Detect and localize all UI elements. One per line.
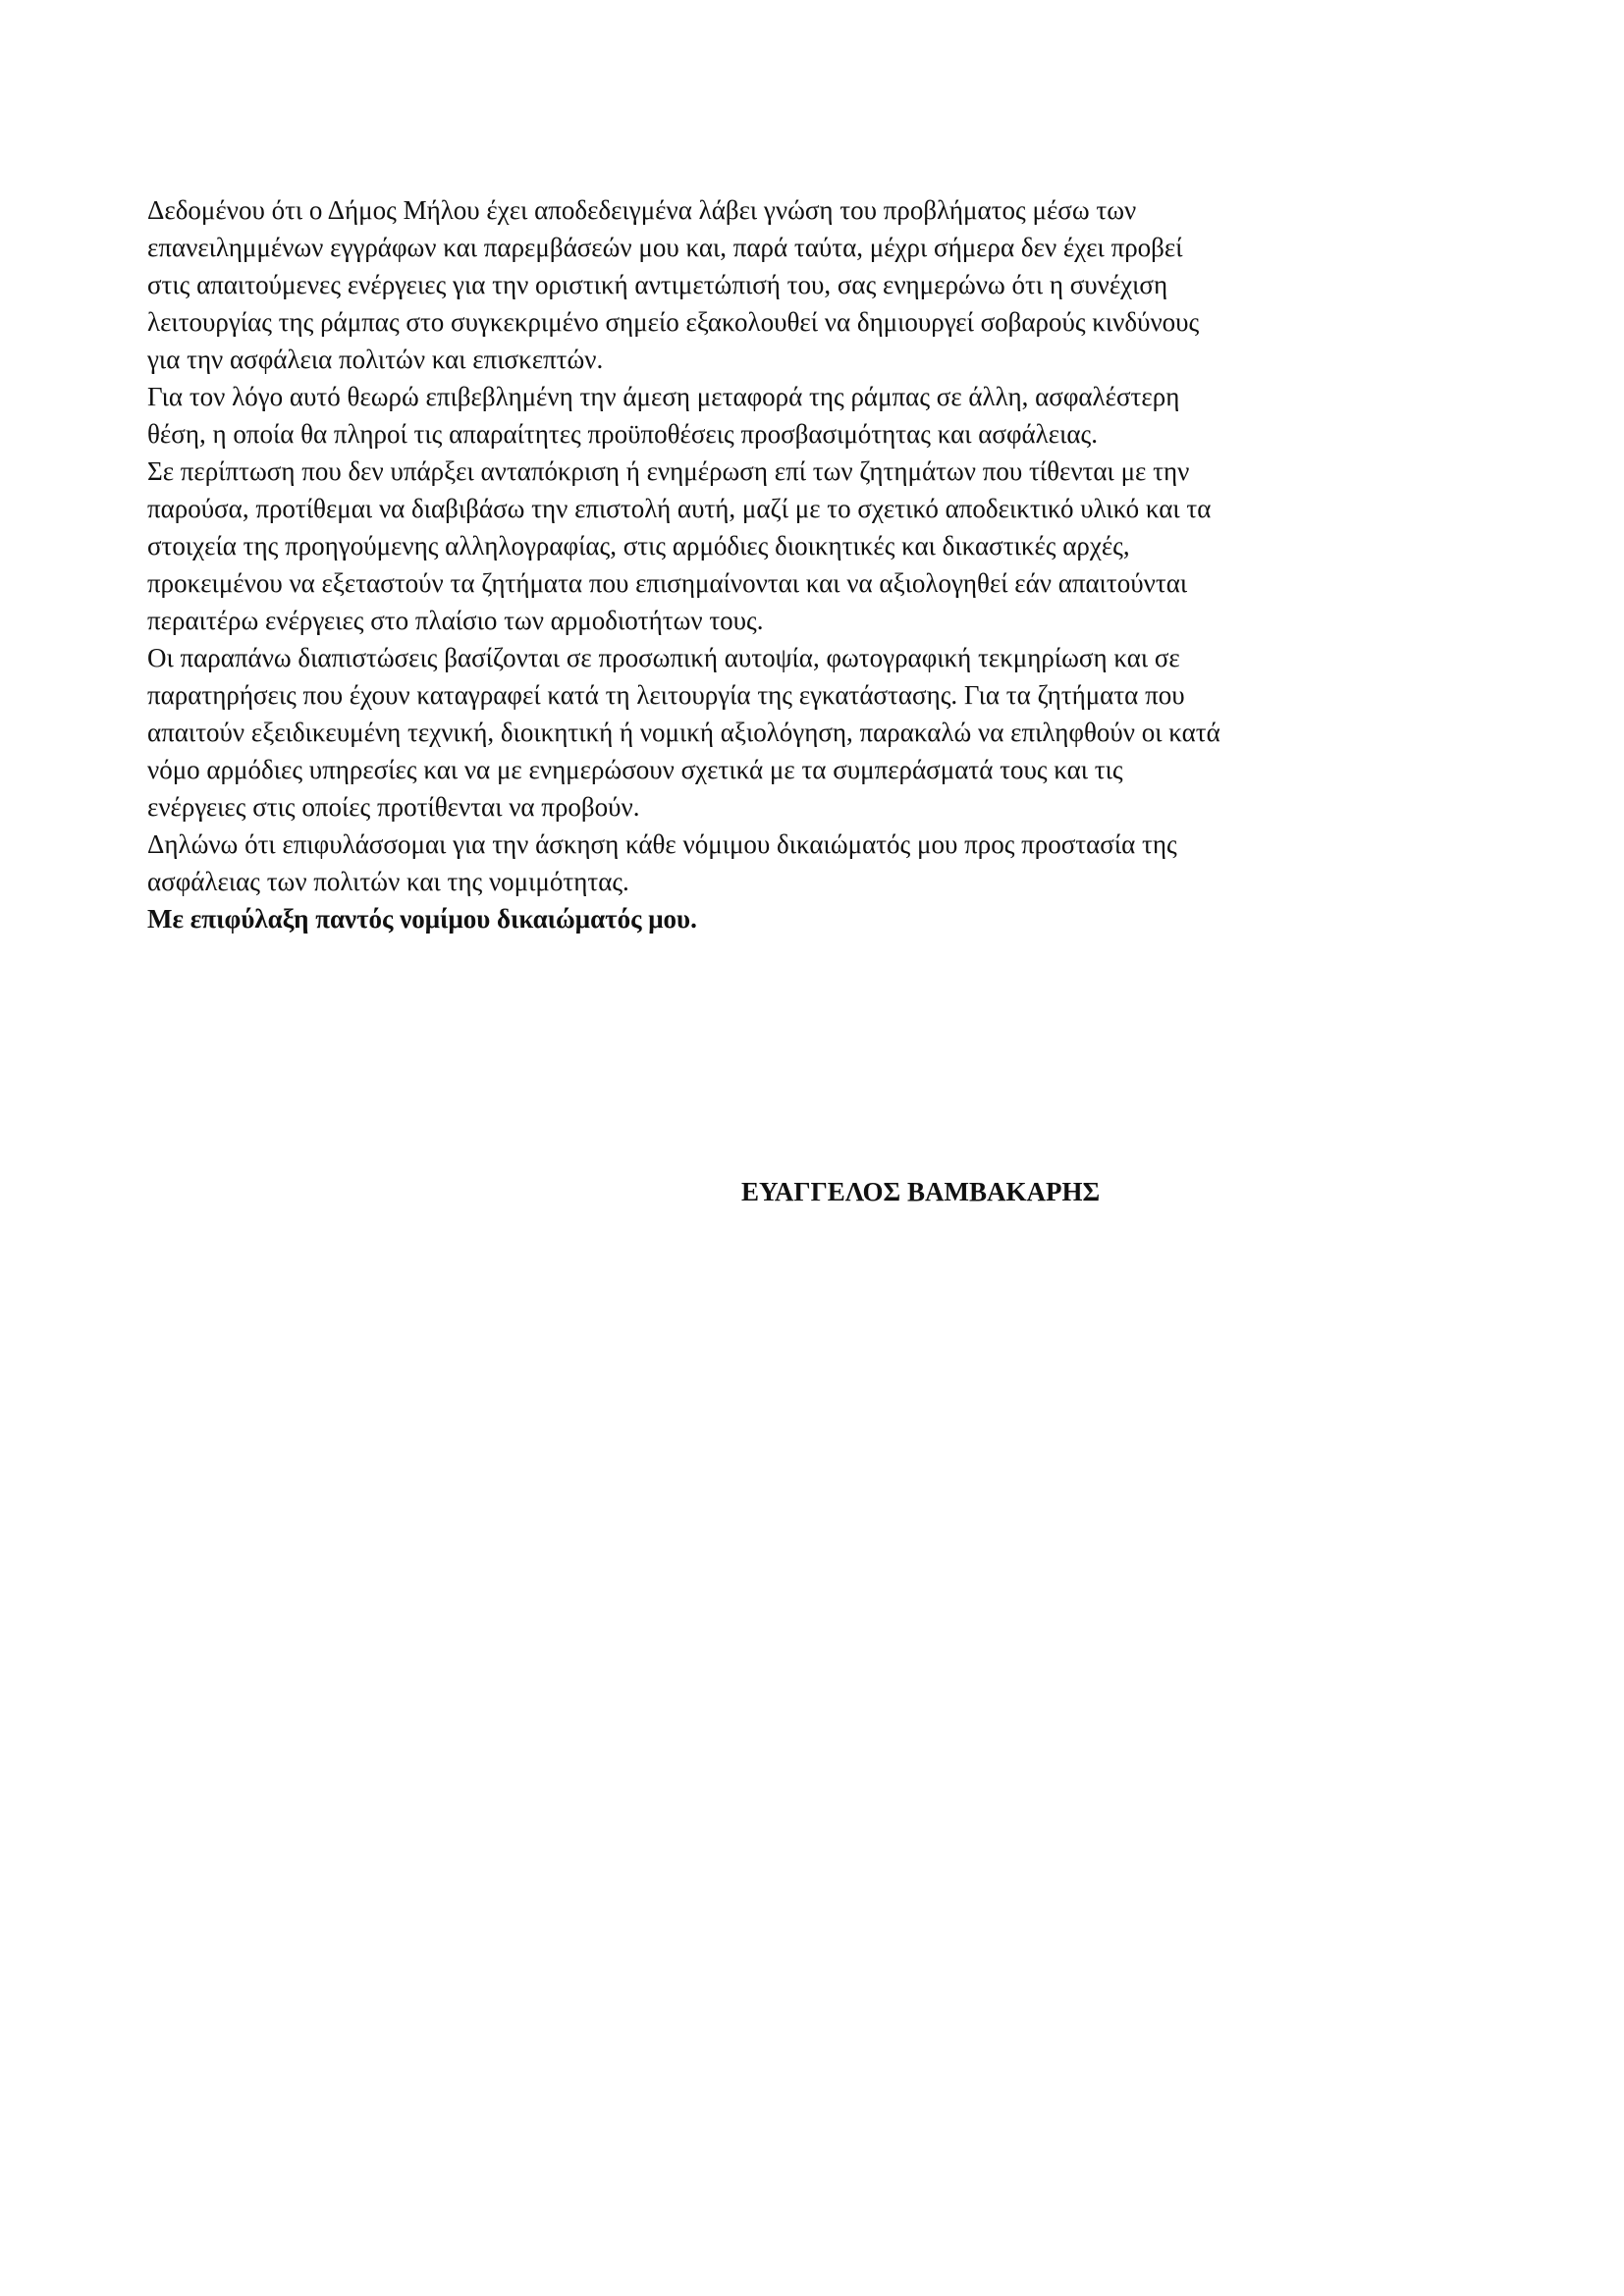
text-line: απαιτούν εξειδικευμένη τεχνική, διοικητική ή νομική αξιολόγηση, παρακαλώ να επιληφθούν οι κατά	[147, 718, 1220, 747]
text-line: Δεδομένου ότι ο Δήμος Μήλου έχει αποδεδειγμένα λάβει γνώση του προβλήματος μέσω των	[147, 195, 1137, 225]
text-line: περαιτέρω ενέργειες στο πλαίσιο των αρμοδιοτήτων τους.	[147, 606, 764, 635]
text-line: νόμο αρμόδιες υπηρεσίες και να με ενημερώσουν σχετικά με τα συμπεράσματά τους και τις	[147, 755, 1123, 784]
text-line: επανειλημμένων εγγράφων και παρεμβάσεών μου και, παρά ταύτα, μέχρι σήμερα δεν έχει προβεί	[147, 233, 1183, 262]
text-line: Για τον λόγο αυτό θεωρώ επιβεβλημένη την άμεση μεταφορά της ράμπας σε άλλη, ασφαλέστερη	[147, 382, 1180, 411]
closing-statement: Με επιφύλαξη παντός νομίμου δικαιώματός μου.	[147, 904, 697, 934]
text-line: παρατηρήσεις που έχουν καταγραφεί κατά τη λειτουργία της εγκατάστασης. Για τα ζητήματα που	[147, 680, 1185, 710]
text-line: παρούσα, προτίθεμαι να διαβιβάσω την επιστολή αυτή, μαζί με το σχετικό αποδεικτικό υλικό και τα	[147, 494, 1212, 523]
text-line: Οι παραπάνω διαπιστώσεις βασίζονται σε προσωπική αυτοψία, φωτογραφική τεκμηρίωση και σε	[147, 643, 1180, 672]
signature-name: ΕΥΑΓΓΕΛΟΣ ΒΑΜΒΑΚΑΡΗΣ	[741, 1177, 1101, 1206]
text-line: Σε περίπτωση που δεν υπάρξει ανταπόκριση ή ενημέρωση επί των ζητημάτων που τίθενται με την	[147, 456, 1190, 486]
letter-body	[147, 191, 1463, 937]
paragraph-declaration	[147, 826, 1463, 900]
text-line: ενέργειες στις οποίες προτίθενται να προβούν.	[147, 792, 640, 822]
text-line: θέση, η οποία θα πληροί τις απαραίτητες προϋποθέσεις προσβασιμότητας και ασφάλειας.	[147, 419, 1098, 449]
text-line: για την ασφάλεια πολιτών και επισκεπτών.	[147, 345, 604, 374]
text-line: λειτουργίας της ράμπας στο συγκεκριμένο σημείο εξακολουθεί να δημιουργεί σοβαρούς κινδύνους	[147, 307, 1200, 337]
text-line: στις απαιτούμενες ενέργειες για την οριστική αντιμετώπισή του, σας ενημερώνω ότι η συνέχιση	[147, 270, 1168, 299]
paragraph-main	[147, 191, 1463, 639]
text-line: στοιχεία της προηγούμενης αλληλογραφίας, στις αρμόδιες διοικητικές και δικαστικές αρχές,	[147, 531, 1130, 561]
text-line: ασφάλειας των πολιτών και της νομιμότητας.	[147, 867, 629, 896]
text-line: Δηλώνω ότι επιφυλάσσομαι για την άσκηση κάθε νόμιμου δικαιώματός μου προς προστασία της	[147, 829, 1177, 859]
paragraph-findings	[147, 639, 1463, 826]
text-line: προκειμένου να εξεταστούν τα ζητήματα που επισημαίνονται και να αξιολογηθεί εάν απαιτούνται	[147, 568, 1188, 598]
